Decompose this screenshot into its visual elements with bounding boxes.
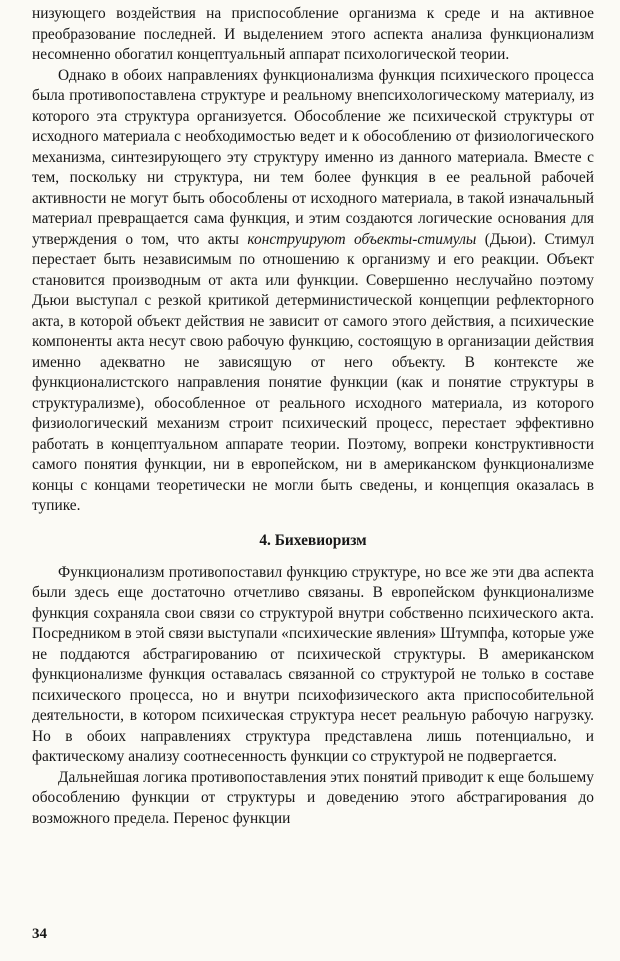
emphasized-phrase: конструируют объекты-стимулы <box>247 230 477 248</box>
paragraph-functionalism-critique <box>32 66 594 517</box>
section-heading: 4. Бихевиоризм <box>259 531 367 549</box>
page-number: 34 <box>32 926 47 942</box>
paragraph-text: Однако в обоих направлениях функционализма функция психического процесса была противопоставлена структуре и реальному внепсихологическому материалу, из которого эта структура организуется. Обособление же психической структуры от исходного материала с необходимостью ведет и к обособлению от физиологического механизма, синтезирующего эту структуру именно из данного материала. Вместе с тем, поскольку ни структура, ни тем более функция в ее реальной рабочей активности не могут быть обособлены от исходного материала, в такой изначальный материал превращается сама функция, и этим создаются логические основания для утверждения о том, что акты <box>32 66 594 248</box>
paragraph-continuation: низующего воздействия на приспособление организма к среде и на активное преобразование последней. И выделением этого аспекта анализа функционализм несомненно обогатил концептуальный аппарат психологической теории. <box>32 5 594 63</box>
paragraph-behaviorism-intro: Функционализм противопоставил функцию структуре, но все же эти два аспекта были здесь еще достаточно отчетливо связаны. В европейском функционализме функция сохраняла свои связи со структурой внутри собственно психического акта. Посредником в этой связи выступали «психические явления» Штумпфа, которые уже не поддаются абстрагированию от психической структуры. В американском функционализме функция оставалась связанной со структурой не только в составе психического процесса, но и внутри психофизического акта приспособительной деятельности, в котором психическая структура несет реальную рабочую нагрузку. Но в обоих направлениях структура представлена лишь потенциально, и фактическому анализу соотнесенность функции со структурой не подвергается. <box>32 563 594 765</box>
paragraph-further-logic: Дальнейшая логика противопоставления этих понятий приводит к еще большему обособлению функции от структуры и доведению этого абстрагирования до возможного предела. Перенос функции <box>32 768 594 827</box>
paragraph-text: (Дьюи). Стимул перестает быть независимым по отношению к организму и его реакции. Объект становится производным от акта или функции. Совершенно неслучайно поэтому Дьюи выступал с резкой критикой детерминистической концепции рефлекторного акта, в которой объект действия не зависит от самого этого действия, а психические компоненты акта несут свою рабочую функцию, состоящую в организации действия именно адекватно не зависящую от него объекту. В контексте же функционалистского направления понятие функции (как и понятие структуры в структурализме), обособленное от реального исходного материала, из которого физиологический механизм строит психический процесс, перестает эффективно работать в концептуальном аппарате теории. Поэтому, вопреки конструктивности самого понятия функции, ни в европейском, ни в американском функционализме концы с концами теоретически не могли быть сведены, и концепция оказалась в тупике. <box>32 230 595 514</box>
